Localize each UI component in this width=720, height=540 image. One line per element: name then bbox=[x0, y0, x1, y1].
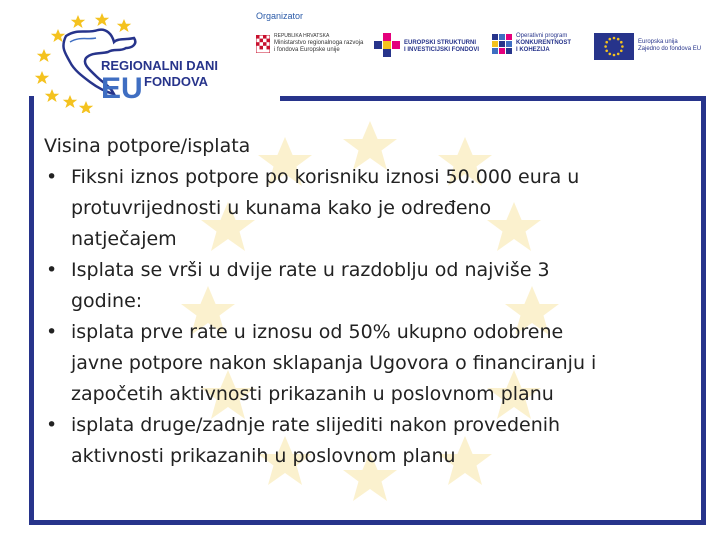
partner-eu bbox=[594, 33, 706, 63]
organizer-label: Organizator bbox=[256, 11, 304, 21]
croatia-map-stars-icon bbox=[26, 8, 231, 113]
list-item-line: protuvrijednosti u kunama kako je određeno bbox=[71, 197, 492, 219]
logo-line1: REGIONALNI DANI bbox=[101, 58, 218, 73]
bullet-list bbox=[44, 162, 694, 472]
frame-top-edge bbox=[280, 96, 706, 101]
list-item-line: natječajem bbox=[71, 228, 177, 250]
list-item-line: započetih aktivnosti prikazanih u poslovnom planu bbox=[71, 383, 554, 405]
esif-squares-icon bbox=[374, 33, 400, 57]
partner-opkk bbox=[492, 33, 592, 63]
list-item-line: aktivnosti prikazanih u poslovnom planu bbox=[71, 445, 456, 467]
list-item-line: isplata prve rate u iznosu od 50% ukupno odobrene bbox=[71, 321, 564, 343]
list-item-line: isplata druge/zadnje rate slijediti nakon provedenih bbox=[71, 414, 561, 436]
partner-opkk-line: Operativni program bbox=[516, 33, 568, 39]
bullet-marker: • bbox=[46, 166, 58, 188]
list-item bbox=[44, 317, 694, 410]
partner-opkk-line: I KOHEZIJA bbox=[516, 47, 550, 53]
logo-eu: EU bbox=[101, 72, 143, 105]
list-item bbox=[44, 255, 694, 317]
slide-content bbox=[44, 131, 694, 472]
partner-ministry-line: Ministarstvo regionalnoga razvoja bbox=[274, 40, 364, 46]
partner-esif-line: I INVESTICIJSKI FONDOVI bbox=[404, 47, 480, 53]
croatian-coat-of-arms-icon bbox=[256, 35, 270, 53]
eu-flag-icon bbox=[594, 33, 634, 60]
partner-ministry-line: i fondova Europske unije bbox=[274, 47, 340, 53]
list-item bbox=[44, 410, 694, 472]
partner-eu-line: Europska unija bbox=[638, 39, 678, 45]
list-item bbox=[44, 162, 694, 255]
opkk-grid-icon bbox=[492, 34, 512, 56]
slide-heading: Visina potpore/isplata bbox=[44, 135, 251, 157]
partner-ministry-line: REPUBLIKA HRVATSKA bbox=[274, 33, 330, 39]
logo-line2: FONDOVA bbox=[144, 74, 209, 89]
partner-ministry bbox=[256, 33, 368, 63]
list-item-line: godine: bbox=[71, 290, 143, 312]
list-item-line: Isplata se vrši u dvije rate u razdoblju od najviše 3 bbox=[71, 259, 550, 281]
bullet-marker: • bbox=[46, 414, 58, 436]
partner-opkk-line: KONKURENTNOST bbox=[516, 40, 571, 46]
list-item-line: Fiksni iznos potpore po korisniku iznosi 50.000 eura u bbox=[71, 166, 580, 188]
partner-esif-line: EUROPSKI STRUKTURNI bbox=[404, 40, 477, 46]
bullet-marker: • bbox=[46, 259, 58, 281]
list-item-line: javne potpore nakon sklapanja Ugovora o financiranju i bbox=[71, 352, 597, 374]
partner-esif bbox=[374, 33, 486, 63]
bullet-marker: • bbox=[46, 321, 58, 343]
regionalni-dani-logo bbox=[26, 8, 231, 113]
partner-eu-line: Zajedno do fondova EU bbox=[638, 46, 702, 52]
